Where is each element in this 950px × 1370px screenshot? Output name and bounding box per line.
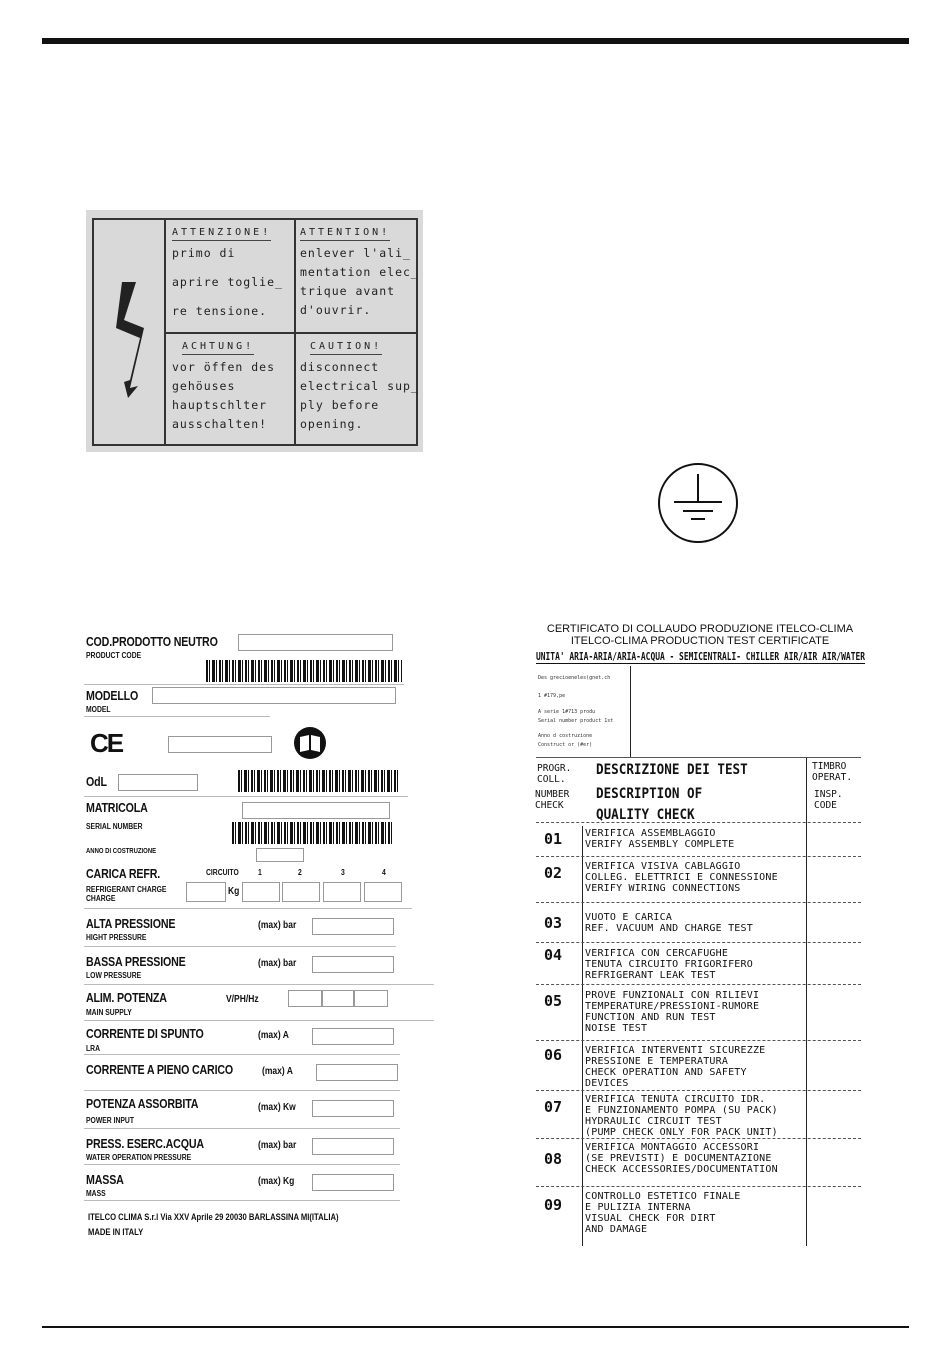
lra-sub: LRA xyxy=(86,1044,100,1053)
circuit-2-field xyxy=(282,882,320,902)
test-row-description: VERIFICA MONTAGGIO ACCESSORI (SE PREVISTI) E DOCUMENTAZIONE CHECK ACCESSORIES/DOCUMENTATION xyxy=(585,1142,778,1175)
cert-top-divider xyxy=(630,666,631,758)
refrigerant-sub2: CHARGE xyxy=(86,894,116,903)
production-test-certificate xyxy=(530,620,870,1250)
low-pressure-label: BASSA PRESSIONE xyxy=(86,954,186,969)
mass-sub: MASS xyxy=(86,1189,106,1198)
test-row-description: CONTROLLO ESTETICO FINALE E PULIZIA INTERNA VISUAL CHECK FOR DIRT AND DAMAGE xyxy=(585,1191,741,1235)
col-stamp-header: TIMBRO OPERAT. xyxy=(812,761,853,783)
warning-plate-frame xyxy=(92,218,418,446)
power-label: POTENZA ASSORBITA xyxy=(86,1096,199,1111)
separator xyxy=(84,984,434,985)
top-rule xyxy=(42,38,909,44)
odl-field xyxy=(118,774,198,791)
full-load-label: CORRENTE A PIENO CARICO xyxy=(86,1062,234,1077)
model-label: MODELLO xyxy=(86,688,139,703)
separator xyxy=(84,1054,400,1055)
row-line xyxy=(536,902,861,903)
supply-freq-field xyxy=(354,990,388,1007)
low-pressure-field xyxy=(312,956,394,973)
col-description-en: DESCRIPTION OF QUALITY CHECK xyxy=(596,786,703,823)
electrical-warning-plate xyxy=(86,210,423,452)
circuit-3-field xyxy=(323,882,361,902)
test-row-number: 07 xyxy=(544,1098,563,1116)
separator xyxy=(84,1090,400,1091)
test-row-description: VERIFICA VISIVA CABLAGGIO COLLEG. ELETTRICI E CONNESSIONE VERIFY WIRING CONNECTIONS xyxy=(585,861,778,894)
circuit-3: 3 xyxy=(341,868,345,877)
product-code-sub: PRODUCT CODE xyxy=(86,651,142,660)
odl-label: OdL xyxy=(86,774,107,789)
test-row-number: 03 xyxy=(544,914,563,932)
supply-volt-field xyxy=(288,990,322,1007)
plate-divider-h xyxy=(166,332,418,334)
supply-label: ALIM. POTENZA xyxy=(86,990,167,1005)
refrigerant-label: CARICA REFR. xyxy=(86,866,161,881)
certificate-title-en: ITELCO-CLIMA PRODUCTION TEST CERTIFICATE xyxy=(570,635,830,647)
high-pressure-field xyxy=(312,918,394,935)
circuit-4: 4 xyxy=(382,868,386,877)
low-pressure-unit: (max) bar xyxy=(258,958,297,969)
serial-field xyxy=(242,802,390,819)
warning-it: ATTENZIONE! primo di aprire toglie_ re tensione. xyxy=(172,227,283,318)
cert-small-line: A serie 1#713 produ Serial number product 1st xyxy=(538,709,614,724)
test-row-description: VERIFICA ASSEMBLAGGIO VERIFY ASSEMBLY COMPLETE xyxy=(585,828,735,850)
test-row-number: 04 xyxy=(544,946,563,964)
water-pressure-sub: WATER OPERATION PRESSURE xyxy=(86,1153,192,1162)
ce-field xyxy=(168,736,272,753)
separator xyxy=(84,1164,400,1165)
separator xyxy=(84,1200,400,1201)
high-pressure-unit: (max) bar xyxy=(258,920,297,931)
test-row-number: 05 xyxy=(544,992,563,1010)
mass-field xyxy=(312,1174,394,1191)
model-sub: MODEL xyxy=(86,705,111,714)
rating-nameplate xyxy=(80,628,440,1248)
col-number-check: NUMBER CHECK xyxy=(535,789,570,811)
year-field xyxy=(256,848,304,862)
ce-mark: CE xyxy=(90,728,123,758)
ground-earth-icon xyxy=(657,462,739,544)
high-pressure-label: ALTA PRESSIONE xyxy=(86,916,176,931)
supply-phase-field xyxy=(322,990,354,1007)
row-line xyxy=(536,1138,861,1139)
cert-small-line: Anno d costruzione Construct or (#er) xyxy=(538,733,593,748)
col-insp-code: INSP. CODE xyxy=(814,789,843,811)
model-field xyxy=(152,687,396,704)
power-sub: POWER INPUT xyxy=(86,1116,134,1125)
power-field xyxy=(312,1100,394,1117)
circuit-1: 1 xyxy=(258,868,262,877)
cert-header-line xyxy=(536,757,861,758)
test-row-number: 01 xyxy=(544,830,563,848)
test-row-number: 08 xyxy=(544,1150,563,1168)
test-row-description: PROVE FUNZIONALI CON RILIEVI TEMPERATURE/PRESSIONI-RUMORE FUNCTION AND RUN TEST NOISE TEST xyxy=(585,990,760,1034)
full-load-unit: (max) A xyxy=(262,1066,293,1077)
lra-unit: (max) A xyxy=(258,1030,289,1041)
manual-book-icon xyxy=(290,726,330,760)
circuit-1-field xyxy=(242,882,280,902)
lightning-bolt-icon xyxy=(94,220,164,444)
separator xyxy=(84,908,412,909)
serial-label: MATRICOLA xyxy=(86,800,148,815)
row-line xyxy=(536,1090,861,1091)
product-code-label: COD.PRODOTTO NEUTRO xyxy=(86,634,218,649)
test-row-description: VUOTO E CARICA REF. VACUUM AND CHARGE TEST xyxy=(585,912,753,934)
col-progr-header: PROGR. COLL. xyxy=(537,763,572,785)
test-row-number: 09 xyxy=(544,1196,563,1214)
test-row-description: VERIFICA INTERVENTI SICUREZZE PRESSIONE E TEMPERATURA CHECK OPERATION AND SAFETY DEVICES xyxy=(585,1045,766,1089)
bottom-rule xyxy=(42,1326,909,1328)
high-pressure-sub: HIGHT PRESSURE xyxy=(86,933,147,942)
product-code-field xyxy=(238,634,393,651)
circuit-2: 2 xyxy=(298,868,302,877)
row-line xyxy=(536,1186,861,1187)
mass-unit: (max) Kg xyxy=(258,1176,295,1187)
low-pressure-sub: LOW PRESSURE xyxy=(86,971,142,980)
serial-barcode xyxy=(232,822,392,844)
separator xyxy=(84,946,396,947)
circuit-label: CIRCUITO xyxy=(206,868,239,877)
separator xyxy=(84,1020,434,1021)
supply-sub: MAIN SUPPLY xyxy=(86,1008,132,1017)
refrigerant-unit: Kg xyxy=(228,886,240,897)
test-row-number: 02 xyxy=(544,864,563,882)
cert-small-line: 1 #179,pe xyxy=(538,693,566,699)
cert-small-line: Des grecioeneles(gnet.ch xyxy=(538,675,611,681)
water-pressure-label: PRESS. ESERC.ACQUA xyxy=(86,1136,204,1151)
test-row-number: 06 xyxy=(544,1046,563,1064)
supply-unit: V/PH/Hz xyxy=(226,994,259,1005)
warning-en: CAUTION! disconnect electrical sup_ ply before opening. xyxy=(300,341,419,431)
separator xyxy=(84,796,408,797)
water-pressure-unit: (max) bar xyxy=(258,1140,297,1151)
certificate-units-line: UNITA' ARIA-ARIA/ARIA-ACQUA - SEMICENTRALI- CHILLER AIR/AIR AIR/WATER xyxy=(536,650,866,663)
warning-fr: ATTENTION! enlever l'ali_ mentation elec_ trique avant d'ouvrir. xyxy=(300,227,419,317)
circuit-4-field xyxy=(364,882,402,902)
cert-col-divider-1 xyxy=(582,826,583,1246)
row-line xyxy=(536,1040,861,1041)
water-pressure-field xyxy=(312,1138,394,1155)
mass-label: MASSA xyxy=(86,1172,124,1187)
manufacturer-address: ITELCO CLIMA S.r.l Via XXV Aprile 29 20030 BARLASSINA MI(ITALIA) xyxy=(88,1212,339,1222)
certificate-title-it: CERTIFICATO DI COLLAUDO PRODUZIONE ITELCO-CLIMA xyxy=(546,623,854,635)
row-line xyxy=(536,984,861,985)
row-line xyxy=(536,822,861,823)
separator xyxy=(84,716,270,717)
refrigerant-total-field xyxy=(186,882,226,902)
separator xyxy=(84,1128,400,1129)
test-row-description: VERIFICA CON CERCAFUGHE TENUTA CIRCUITO FRIGORIFERO REFRIGERANT LEAK TEST xyxy=(585,948,753,981)
row-line xyxy=(536,856,861,857)
separator xyxy=(84,684,404,685)
power-unit: (max) Kw xyxy=(258,1102,296,1113)
lra-field xyxy=(312,1028,394,1045)
serial-sub: SERIAL NUMBER xyxy=(86,822,143,831)
col-description-it: DESCRIZIONE DEI TEST xyxy=(596,762,748,778)
made-in-italy: MADE IN ITALY xyxy=(88,1227,144,1237)
full-load-field xyxy=(316,1064,398,1081)
lra-label: CORRENTE DI SPUNTO xyxy=(86,1026,204,1041)
product-code-barcode xyxy=(206,660,402,682)
test-row-description: VERIFICA TENUTA CIRCUITO IDR. E FUNZIONAMENTO POMPA (SU PACK) HYDRAULIC CIRCUIT TEST (PUMP CHECK ONLY FOR PACK UNIT) xyxy=(585,1094,778,1138)
odl-barcode xyxy=(238,770,400,792)
row-line xyxy=(536,942,861,943)
refrigerant-sub: REFRIGERANT CHARGE xyxy=(86,885,167,894)
warning-de: ACHTUNG! vor öffen des gehöuses hauptschlter ausschalten! xyxy=(172,341,276,431)
cert-col-divider-2 xyxy=(806,758,807,1246)
year-label: ANNO DI COSTRUZIONE xyxy=(86,848,157,855)
lightning-bolt-panel xyxy=(94,220,166,444)
